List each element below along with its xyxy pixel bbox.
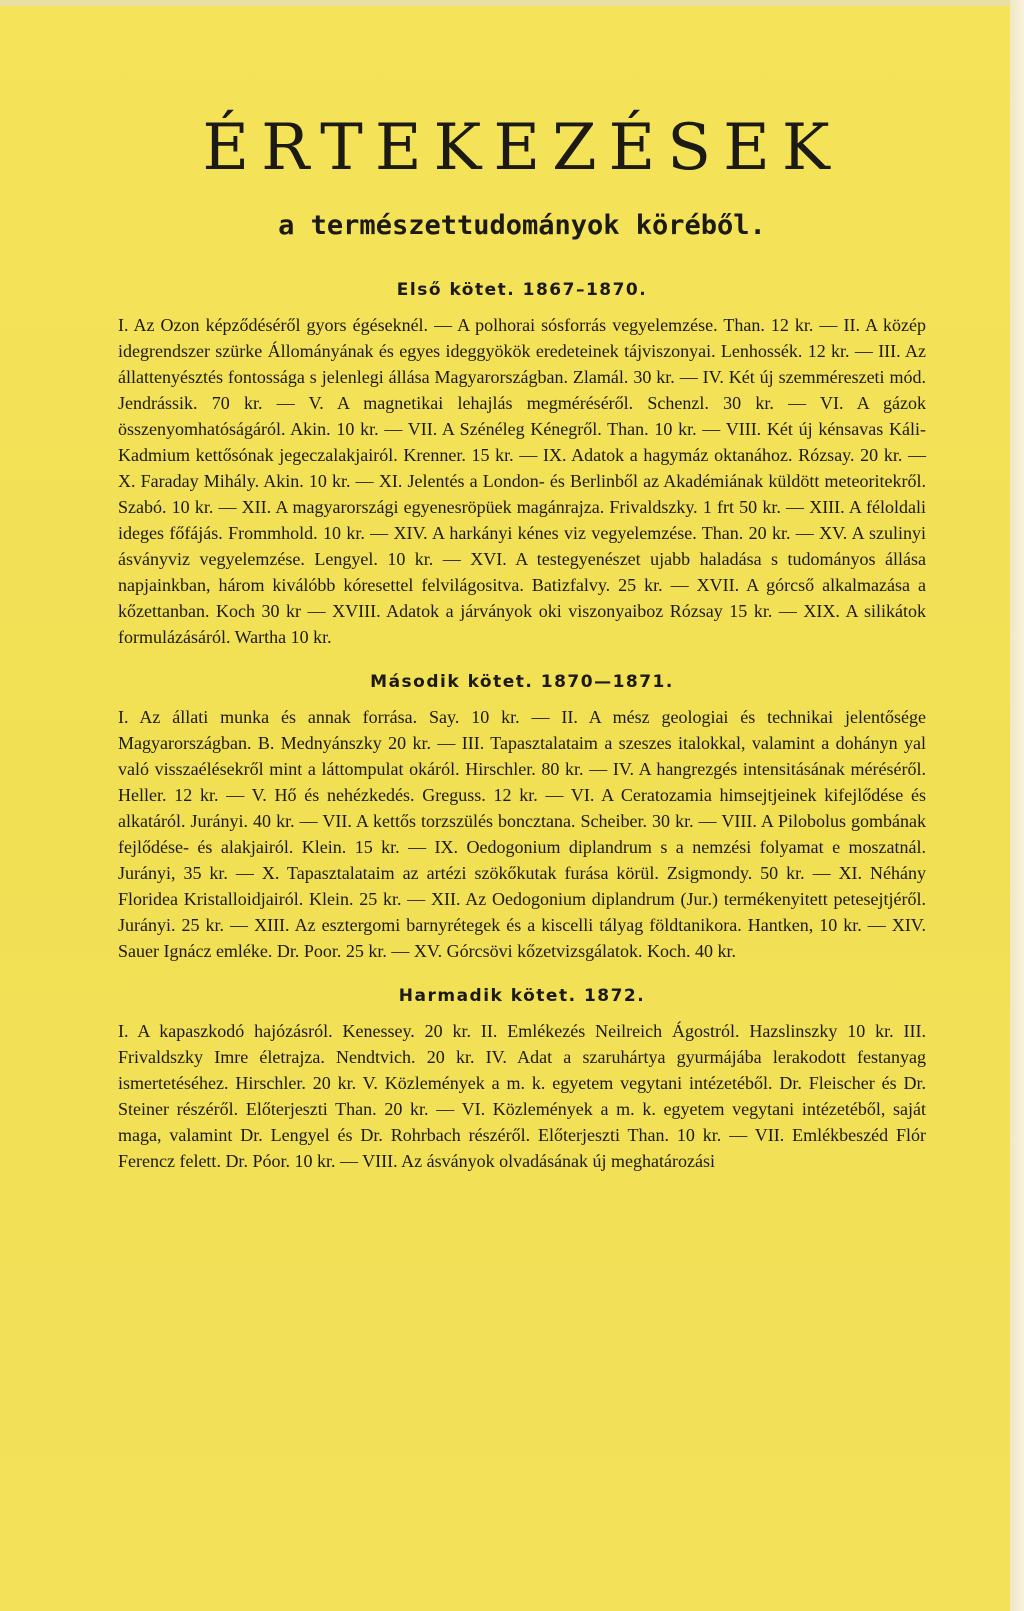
- volume-1: [118, 278, 926, 650]
- volume-heading: Első kötet. 1867–1870.: [396, 280, 648, 300]
- page-title: ÉRTEKEZÉSEK: [202, 111, 842, 185]
- volume-contents: I. A kapaszkodó hajózásról. Kenessey. 20 kr. II. Emlékezés Neilreich Ágostról. Hazslinszky 10 kr. III. Frivaldszky Imre életrajza. Nendtvich. 20 kr. IV. Adat a szaruhártya gyurmájába lerakodott festanyag ismertetéséhez. Hirschler. 20 kr. V. Közlemények a m. k. egyetem vegytani intézetéből. Dr. Fleischer és Dr. Steiner részéről. Előterjeszti Than. 20 kr. — VI. Közlemények a m. k. egyetem vegytani intézetéből, saját maga, valamint Dr. Lengyel és Dr. Rohrbach részéről. Előterjeszti Than. 10 kr. — VII. Emlékbeszéd Flór Ferencz felett. Dr. Póor. 10 kr. — VIII. Az ásványok olvadásának új meghatározási: [118, 1021, 926, 1171]
- volume-heading: Harmadik kötet. 1872.: [398, 986, 646, 1006]
- page-content: [118, 0, 926, 1174]
- volume-heading: Második kötet. 1870—1871.: [370, 672, 674, 692]
- volume-contents: I. Az Ozon képződéséről gyors égéseknél. — A polhorai sósforrás vegyelemzése. Than. 12 kr. — II. A közép idegrendszer szürke Állományának és egyes ideggyökök eredeteinek tájviszonyai. Lenhossék. 12 kr. — III. Az állattenyésztés fontossága s jelenlegi állása Magyarországban. Zlamál. 30 kr. — IV. Két új szemméreszeti mód. Jendrássik. 70 kr. — V. A magnetikai lehajlás megméréséről. Schenzl. 30 kr. — VI. A gázok összenyomhatóságáról. Akin. 10 kr. — VII. A Szénéleg Kénegről. Than. 10 kr. — VIII. Két új kénsavas Káli-Kadmium kettősónak jegeczalakjairól. Krenner. 15 kr. — IX. Adatok a hagymáz oktanához. Rózsay. 20 kr. — X. Faraday Mihály. Akin. 10 kr. — XI. Jelentés a London- és Berlinből az Akadémiának küldött meteoritekről. Szabó. 10 kr. — XII. A magyarországi egyenesröpüek magánrajza. Frivaldszky. 1 frt 50 kr. — XIII. A féloldali ideges főfájás. Frommhold. 10 kr. — XIV. A harkányi kénes viz vegyelemzése. Than. 20 kr. — XV. A szulinyi ásványviz vegyelemzése. Lengyel. 10 kr. — XVI. A testegyenészet ujabb haladása s tudományos állása napjainkban, három kiválóbb kóresettel felvilágositva. Batizfalvy. 25 kr. — XVII. A górcső alkalmazása a kőzettanban. Koch 30 kr — XVIII. Adatok a járványok oki viszonyaiboz Rózsay 15 kr. — XIX. A silikátok formulázásáról. Wartha 10 kr.: [118, 315, 926, 647]
- paper-edge-right: [1010, 0, 1024, 1611]
- page-subtitle: a természettudományok köréből.: [278, 210, 766, 241]
- volume-3: [118, 984, 926, 1174]
- volume-2: [118, 670, 926, 964]
- volume-contents: I. Az állati munka és annak forrása. Say. 10 kr. — II. A mész geologiai és technikai jelentősége Magyarországban. B. Mednyánszky 20 kr. — III. Tapasztalataim a szeszes italokkal, valamint a dohányn yal való visszaélésekről mint a láttompulat okáról. Hirschler. 80 kr. — IV. A hangrezgés intensitásának méréséről. Heller. 12 kr. — V. Hő és nehézkedés. Greguss. 12 kr. — VI. A Ceratozamia himsejtjeinek kifejlődése és alkatáról. Jurányi. 40 kr. — VII. A kettős torzszülés boncztana. Scheiber. 30 kr. — VIII. A Pilobolus gombának fejlődése- és alakjairól. Klein. 15 kr. — IX. Oedogonium diplandrum s a nemzési folyamat e moszatnál. Jurányi, 35 kr. — X. Tapasztalataim az artézi szökőkutak furása körül. Zsigmondy. 50 kr. — XI. Néhány Floridea Kristalloidjairól. Klein. 25 kr. — XII. Az Oedogonium diplandrum (Jur.) termékenyitett petesejtjéről. Jurányi. 25 kr. — XIII. Az esztergomi barnyrétegek és a kiscelli tályag földtanikora. Hantken, 10 kr. — XIV. Sauer Ignácz emléke. Dr. Poor. 25 kr. — XV. Górcsövi kőzetvizsgálatok. Koch. 40 kr.: [118, 707, 926, 961]
